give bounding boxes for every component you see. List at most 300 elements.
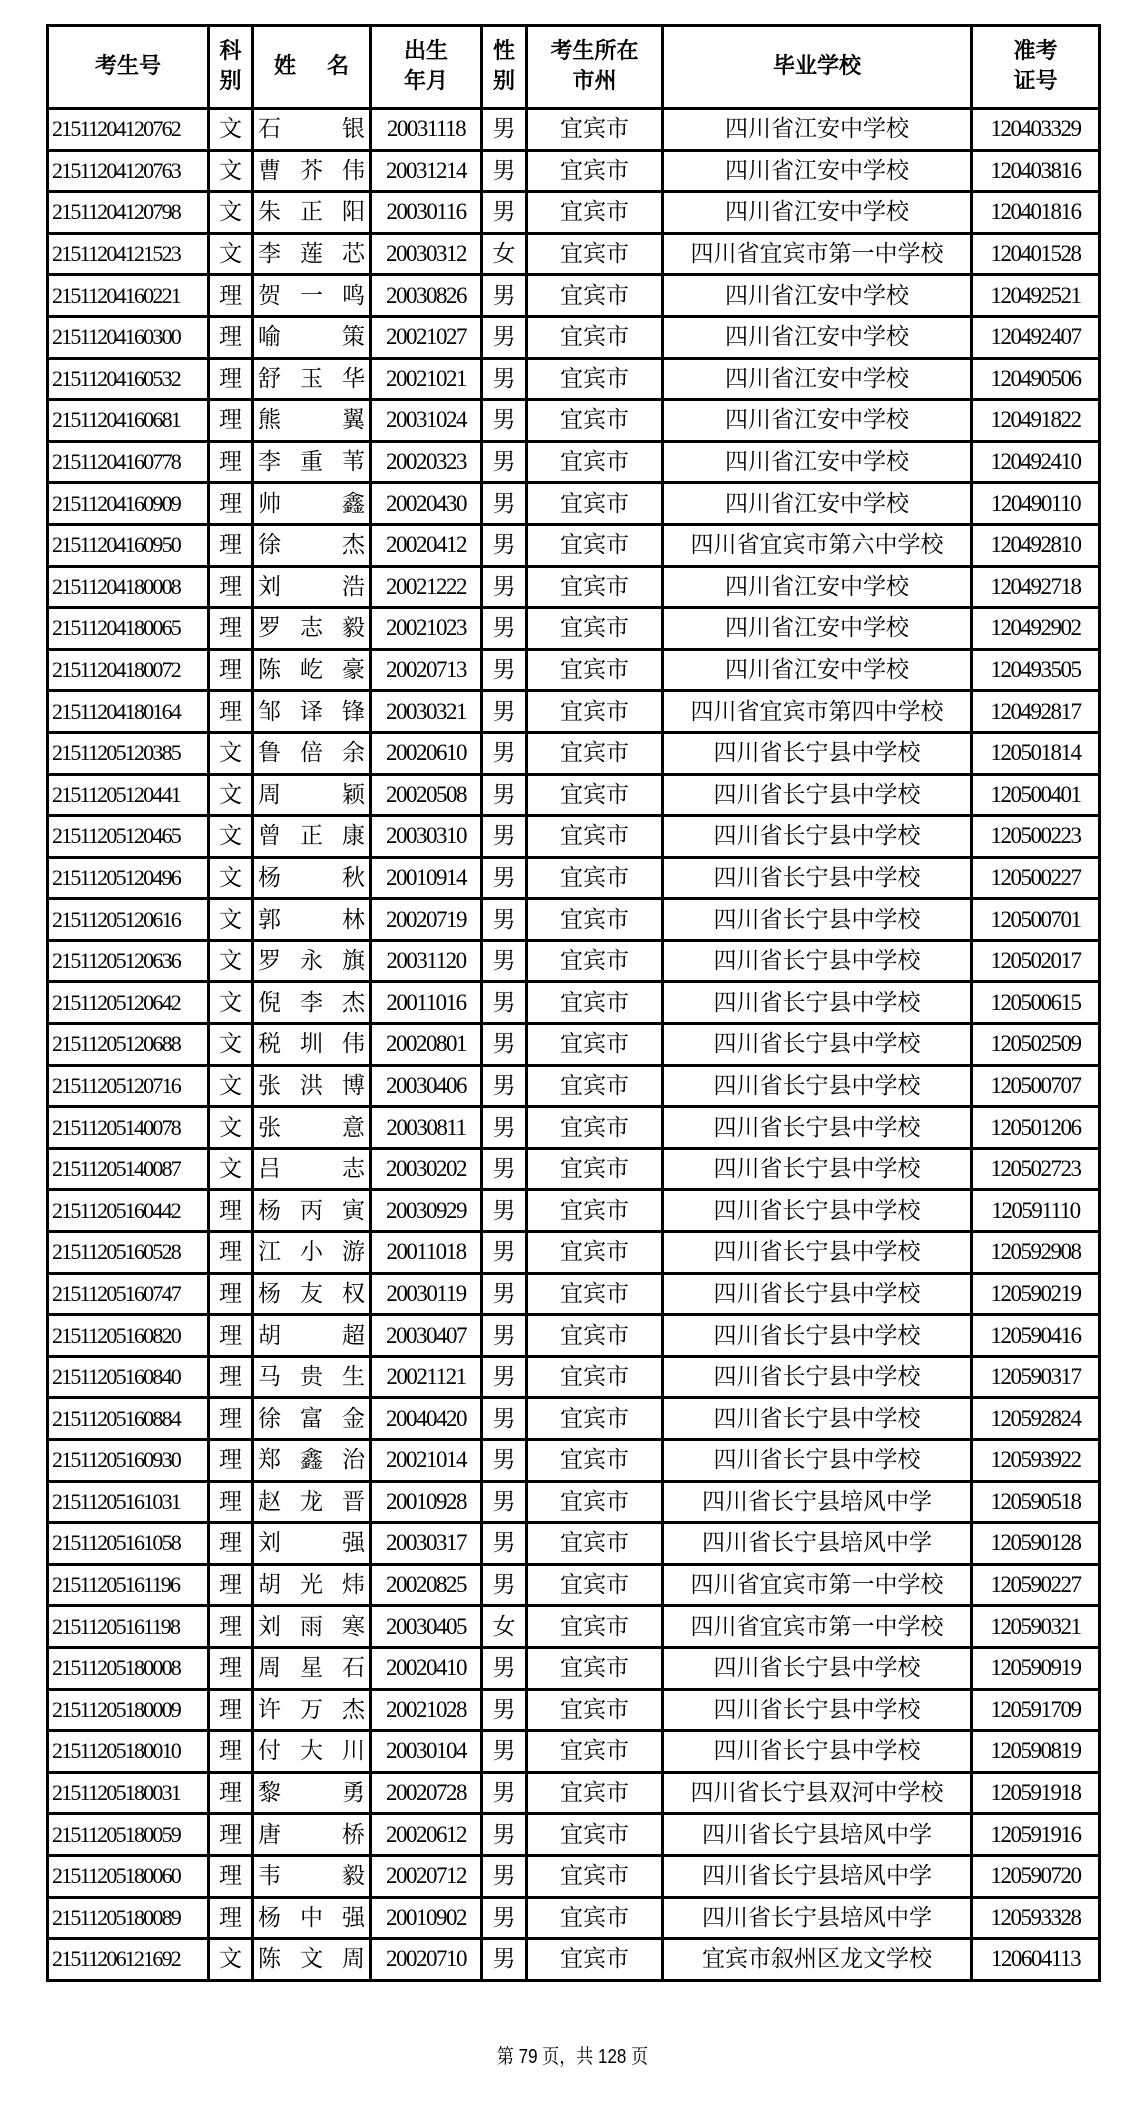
- subject-cell: 理: [209, 1564, 253, 1606]
- gender-cell: 男: [482, 1855, 527, 1897]
- subject-cell: 理: [209, 566, 253, 608]
- subject-cell: 理: [209, 1398, 253, 1440]
- page-number: 第 79 页，共 128 页: [496, 2046, 649, 2068]
- ticket-cell: 120592824: [972, 1398, 1100, 1440]
- table-row: [48, 1273, 1100, 1315]
- birth-cell: 20021014: [371, 1440, 482, 1482]
- city-cell: 宜宾市: [527, 441, 663, 483]
- city-cell: 宜宾市: [527, 1065, 663, 1107]
- ticket-cell: 120401816: [972, 192, 1100, 234]
- city-cell: 宜宾市: [527, 732, 663, 774]
- subject-cell: 理: [209, 275, 253, 317]
- header-school: 毕业学校: [663, 26, 972, 109]
- name-cell: 喻策: [253, 316, 371, 358]
- city-cell: 宜宾市: [527, 358, 663, 400]
- gender-cell: 男: [482, 1647, 527, 1689]
- school-cell: 四川省江安中学校: [663, 192, 972, 234]
- table-row: [48, 1440, 1100, 1482]
- table-row: [48, 608, 1100, 650]
- table-row: [48, 1523, 1100, 1565]
- birth-cell: 20020412: [371, 524, 482, 566]
- exam-no-cell: 21511205120385: [48, 732, 209, 774]
- name-cell: 朱正阳: [253, 192, 371, 234]
- gender-cell: 男: [482, 109, 527, 151]
- birth-cell: 20011018: [371, 1232, 482, 1274]
- school-cell: 四川省长宁县培风中学: [663, 1897, 972, 1939]
- birth-cell: 20030405: [371, 1606, 482, 1648]
- gender-cell: 男: [482, 1024, 527, 1066]
- birth-cell: 20030321: [371, 691, 482, 733]
- exam-no-cell: 21511205160442: [48, 1190, 209, 1232]
- subject-cell: 理: [209, 1440, 253, 1482]
- birth-cell: 20020712: [371, 1855, 482, 1897]
- exam-no-cell: 21511205180060: [48, 1855, 209, 1897]
- exam-no-cell: 21511205160840: [48, 1356, 209, 1398]
- city-cell: 宜宾市: [527, 192, 663, 234]
- school-cell: 四川省江安中学校: [663, 483, 972, 525]
- table-row: [48, 1939, 1100, 1981]
- exam-no-cell: 21511204160950: [48, 524, 209, 566]
- ticket-cell: 120492817: [972, 691, 1100, 733]
- name-cell: 付大川: [253, 1731, 371, 1773]
- birth-cell: 20031214: [371, 150, 482, 192]
- school-cell: 四川省江安中学校: [663, 400, 972, 442]
- header-name: 姓 名: [253, 26, 371, 109]
- exam-no-cell: 21511204121523: [48, 233, 209, 275]
- ticket-cell: 120501814: [972, 732, 1100, 774]
- school-cell: 宜宾市叙州区龙文学校: [663, 1939, 972, 1981]
- exam-no-cell: 21511204160221: [48, 275, 209, 317]
- table-row: [48, 940, 1100, 982]
- subject-cell: 理: [209, 1689, 253, 1731]
- name-cell: 杨秋: [253, 857, 371, 899]
- school-cell: 四川省长宁县培风中学: [663, 1523, 972, 1565]
- table-row: [48, 1148, 1100, 1190]
- table-row: [48, 1024, 1100, 1066]
- city-cell: 宜宾市: [527, 483, 663, 525]
- gender-cell: 男: [482, 1232, 527, 1274]
- name-cell: 舒玉华: [253, 358, 371, 400]
- header-gender: 性别: [482, 26, 527, 109]
- table-row: [48, 774, 1100, 816]
- gender-cell: 男: [482, 899, 527, 941]
- city-cell: 宜宾市: [527, 1606, 663, 1648]
- gender-cell: 男: [482, 1481, 527, 1523]
- gender-cell: 男: [482, 1315, 527, 1357]
- gender-cell: 男: [482, 275, 527, 317]
- ticket-cell: 120500223: [972, 816, 1100, 858]
- ticket-cell: 120500615: [972, 982, 1100, 1024]
- city-cell: 宜宾市: [527, 1564, 663, 1606]
- school-cell: 四川省宜宾市第六中学校: [663, 524, 972, 566]
- birth-cell: 20031118: [371, 109, 482, 151]
- name-cell: 刘强: [253, 1523, 371, 1565]
- gender-cell: 男: [482, 691, 527, 733]
- subject-cell: 理: [209, 441, 253, 483]
- gender-cell: 男: [482, 1772, 527, 1814]
- subject-cell: 理: [209, 1897, 253, 1939]
- exam-no-cell: 21511205120636: [48, 940, 209, 982]
- exam-no-cell: 21511204160681: [48, 400, 209, 442]
- birth-cell: 20011016: [371, 982, 482, 1024]
- birth-cell: 20030407: [371, 1315, 482, 1357]
- birth-cell: 20020430: [371, 483, 482, 525]
- name-cell: 罗永旗: [253, 940, 371, 982]
- gender-cell: 男: [482, 1190, 527, 1232]
- birth-cell: 20020710: [371, 1939, 482, 1981]
- school-cell: 四川省长宁县中学校: [663, 1689, 972, 1731]
- school-cell: 四川省江安中学校: [663, 150, 972, 192]
- city-cell: 宜宾市: [527, 400, 663, 442]
- table-row: [48, 1647, 1100, 1689]
- table-row: [48, 732, 1100, 774]
- name-cell: 曹芥伟: [253, 150, 371, 192]
- subject-cell: 理: [209, 524, 253, 566]
- name-cell: 杨丙寅: [253, 1190, 371, 1232]
- exam-no-cell: 21511204160909: [48, 483, 209, 525]
- school-cell: 四川省长宁县中学校: [663, 1647, 972, 1689]
- name-cell: 曾正康: [253, 816, 371, 858]
- gender-cell: 男: [482, 1148, 527, 1190]
- exam-no-cell: 21511205120688: [48, 1024, 209, 1066]
- ticket-cell: 120590321: [972, 1606, 1100, 1648]
- school-cell: 四川省长宁县培风中学: [663, 1814, 972, 1856]
- exam-no-cell: 21511205120441: [48, 774, 209, 816]
- birth-cell: 20020508: [371, 774, 482, 816]
- exam-no-cell: 21511204160778: [48, 441, 209, 483]
- school-cell: 四川省江安中学校: [663, 441, 972, 483]
- birth-cell: 20020801: [371, 1024, 482, 1066]
- birth-cell: 20030116: [371, 192, 482, 234]
- birth-cell: 20021222: [371, 566, 482, 608]
- exam-no-cell: 21511205160747: [48, 1273, 209, 1315]
- table-row: [48, 1315, 1100, 1357]
- gender-cell: 男: [482, 1356, 527, 1398]
- table-row: [48, 233, 1100, 275]
- subject-cell: 理: [209, 400, 253, 442]
- school-cell: 四川省长宁县中学校: [663, 1273, 972, 1315]
- subject-cell: 理: [209, 1855, 253, 1897]
- birth-cell: 20030202: [371, 1148, 482, 1190]
- exam-no-cell: 21511205180010: [48, 1731, 209, 1773]
- exam-no-cell: 21511204120763: [48, 150, 209, 192]
- table-row: [48, 899, 1100, 941]
- name-cell: 韦毅: [253, 1855, 371, 1897]
- name-cell: 赵龙晋: [253, 1481, 371, 1523]
- exam-no-cell: 21511205160884: [48, 1398, 209, 1440]
- subject-cell: 理: [209, 1647, 253, 1689]
- ticket-cell: 120604113: [972, 1939, 1100, 1981]
- exam-no-cell: 21511205180009: [48, 1689, 209, 1731]
- birth-cell: 20020719: [371, 899, 482, 941]
- birth-cell: 20030104: [371, 1731, 482, 1773]
- name-cell: 陈文周: [253, 1939, 371, 1981]
- header-city: 考生所在市州: [527, 26, 663, 109]
- school-cell: 四川省长宁县双河中学校: [663, 1772, 972, 1814]
- table-row: [48, 1606, 1100, 1648]
- name-cell: 胡光炜: [253, 1564, 371, 1606]
- name-cell: 帅鑫: [253, 483, 371, 525]
- exam-no-cell: 21511205160528: [48, 1232, 209, 1274]
- birth-cell: 20030406: [371, 1065, 482, 1107]
- city-cell: 宜宾市: [527, 816, 663, 858]
- city-cell: 宜宾市: [527, 899, 663, 941]
- name-cell: 周颖: [253, 774, 371, 816]
- birth-cell: 20010902: [371, 1897, 482, 1939]
- gender-cell: 男: [482, 1689, 527, 1731]
- ticket-cell: 120490506: [972, 358, 1100, 400]
- school-cell: 四川省江安中学校: [663, 566, 972, 608]
- city-cell: 宜宾市: [527, 150, 663, 192]
- city-cell: 宜宾市: [527, 316, 663, 358]
- name-cell: 鲁倍余: [253, 732, 371, 774]
- ticket-cell: 120592908: [972, 1232, 1100, 1274]
- city-cell: 宜宾市: [527, 1273, 663, 1315]
- ticket-cell: 120590219: [972, 1273, 1100, 1315]
- subject-cell: 文: [209, 816, 253, 858]
- ticket-cell: 120401528: [972, 233, 1100, 275]
- name-cell: 徐富金: [253, 1398, 371, 1440]
- ticket-cell: 120502723: [972, 1148, 1100, 1190]
- exam-no-cell: 21511205140087: [48, 1148, 209, 1190]
- subject-cell: 理: [209, 649, 253, 691]
- school-cell: 四川省江安中学校: [663, 109, 972, 151]
- gender-cell: 男: [482, 1440, 527, 1482]
- table-row: [48, 982, 1100, 1024]
- name-cell: 刘浩: [253, 566, 371, 608]
- gender-cell: 男: [482, 1065, 527, 1107]
- table-row: [48, 524, 1100, 566]
- gender-cell: 男: [482, 857, 527, 899]
- school-cell: 四川省长宁县中学校: [663, 1440, 972, 1482]
- ticket-cell: 120591709: [972, 1689, 1100, 1731]
- city-cell: 宜宾市: [527, 275, 663, 317]
- table-row: [48, 150, 1100, 192]
- subject-cell: 文: [209, 899, 253, 941]
- ticket-cell: 120590819: [972, 1731, 1100, 1773]
- gender-cell: 男: [482, 774, 527, 816]
- school-cell: 四川省长宁县中学校: [663, 774, 972, 816]
- table-row: [48, 483, 1100, 525]
- birth-cell: 20040420: [371, 1398, 482, 1440]
- birth-cell: 20031120: [371, 940, 482, 982]
- table-row: [48, 400, 1100, 442]
- city-cell: 宜宾市: [527, 982, 663, 1024]
- subject-cell: 理: [209, 1315, 253, 1357]
- ticket-cell: 120501206: [972, 1107, 1100, 1149]
- gender-cell: 男: [482, 192, 527, 234]
- school-cell: 四川省长宁县中学校: [663, 1356, 972, 1398]
- birth-cell: 20010928: [371, 1481, 482, 1523]
- name-cell: 刘雨寒: [253, 1606, 371, 1648]
- gender-cell: 男: [482, 1273, 527, 1315]
- name-cell: 倪李杰: [253, 982, 371, 1024]
- gender-cell: 男: [482, 1398, 527, 1440]
- ticket-cell: 120500701: [972, 899, 1100, 941]
- city-cell: 宜宾市: [527, 1398, 663, 1440]
- subject-cell: 文: [209, 940, 253, 982]
- name-cell: 张洪博: [253, 1065, 371, 1107]
- exam-no-cell: 21511205180008: [48, 1647, 209, 1689]
- subject-cell: 理: [209, 316, 253, 358]
- table-row: [48, 649, 1100, 691]
- name-cell: 石银: [253, 109, 371, 151]
- subject-cell: 文: [209, 732, 253, 774]
- table-header-row: [48, 26, 1100, 109]
- school-cell: 四川省长宁县中学校: [663, 1065, 972, 1107]
- table-row: [48, 192, 1100, 234]
- gender-cell: 男: [482, 816, 527, 858]
- name-cell: 熊翼: [253, 400, 371, 442]
- ticket-cell: 120500227: [972, 857, 1100, 899]
- ticket-cell: 120502509: [972, 1024, 1100, 1066]
- birth-cell: 20021028: [371, 1689, 482, 1731]
- gender-cell: 男: [482, 732, 527, 774]
- ticket-cell: 120590919: [972, 1647, 1100, 1689]
- gender-cell: 女: [482, 233, 527, 275]
- city-cell: 宜宾市: [527, 1855, 663, 1897]
- school-cell: 四川省长宁县中学校: [663, 1398, 972, 1440]
- table-body: [48, 109, 1100, 1981]
- birth-cell: 20030310: [371, 816, 482, 858]
- subject-cell: 理: [209, 1481, 253, 1523]
- ticket-cell: 120492902: [972, 608, 1100, 650]
- school-cell: 四川省宜宾市第一中学校: [663, 233, 972, 275]
- ticket-cell: 120500707: [972, 1065, 1100, 1107]
- name-cell: 郑鑫治: [253, 1440, 371, 1482]
- ticket-cell: 120591110: [972, 1190, 1100, 1232]
- city-cell: 宜宾市: [527, 1772, 663, 1814]
- school-cell: 四川省长宁县中学校: [663, 899, 972, 941]
- city-cell: 宜宾市: [527, 1024, 663, 1066]
- gender-cell: 男: [482, 441, 527, 483]
- city-cell: 宜宾市: [527, 1232, 663, 1274]
- gender-cell: 男: [482, 1814, 527, 1856]
- subject-cell: 理: [209, 1273, 253, 1315]
- city-cell: 宜宾市: [527, 1689, 663, 1731]
- gender-cell: 男: [482, 1107, 527, 1149]
- exam-no-cell: 21511204180008: [48, 566, 209, 608]
- exam-no-cell: 21511204180065: [48, 608, 209, 650]
- subject-cell: 理: [209, 1606, 253, 1648]
- gender-cell: 男: [482, 358, 527, 400]
- table-row: [48, 857, 1100, 899]
- ticket-cell: 120591916: [972, 1814, 1100, 1856]
- name-cell: 胡超: [253, 1315, 371, 1357]
- ticket-cell: 120403816: [972, 150, 1100, 192]
- subject-cell: 理: [209, 1190, 253, 1232]
- subject-cell: 文: [209, 857, 253, 899]
- gender-cell: 男: [482, 483, 527, 525]
- city-cell: 宜宾市: [527, 1481, 663, 1523]
- city-cell: 宜宾市: [527, 1897, 663, 1939]
- subject-cell: 理: [209, 1232, 253, 1274]
- exam-no-cell: 21511205161196: [48, 1564, 209, 1606]
- ticket-cell: 120492410: [972, 441, 1100, 483]
- subject-cell: 理: [209, 1731, 253, 1773]
- subject-cell: 文: [209, 982, 253, 1024]
- city-cell: 宜宾市: [527, 1190, 663, 1232]
- exam-no-cell: 21511205160930: [48, 1440, 209, 1482]
- ticket-cell: 120590128: [972, 1523, 1100, 1565]
- subject-cell: 文: [209, 1107, 253, 1149]
- name-cell: 马贵生: [253, 1356, 371, 1398]
- name-cell: 徐杰: [253, 524, 371, 566]
- city-cell: 宜宾市: [527, 857, 663, 899]
- exam-no-cell: 21511205161058: [48, 1523, 209, 1565]
- birth-cell: 20021021: [371, 358, 482, 400]
- city-cell: 宜宾市: [527, 608, 663, 650]
- city-cell: 宜宾市: [527, 1107, 663, 1149]
- city-cell: 宜宾市: [527, 233, 663, 275]
- school-cell: 四川省长宁县培风中学: [663, 1855, 972, 1897]
- table-row: [48, 441, 1100, 483]
- gender-cell: 男: [482, 150, 527, 192]
- table-row: [48, 1855, 1100, 1897]
- city-cell: 宜宾市: [527, 1148, 663, 1190]
- table-row: [48, 566, 1100, 608]
- exam-no-cell: 21511205120465: [48, 816, 209, 858]
- exam-no-cell: 21511204160532: [48, 358, 209, 400]
- name-cell: 邹译锋: [253, 691, 371, 733]
- gender-cell: 男: [482, 400, 527, 442]
- city-cell: 宜宾市: [527, 109, 663, 151]
- table-row: [48, 1065, 1100, 1107]
- subject-cell: 文: [209, 1148, 253, 1190]
- birth-cell: 20020713: [371, 649, 482, 691]
- name-cell: 郭林: [253, 899, 371, 941]
- gender-cell: 男: [482, 1939, 527, 1981]
- gender-cell: 男: [482, 1523, 527, 1565]
- subject-cell: 文: [209, 1065, 253, 1107]
- table-row: [48, 316, 1100, 358]
- birth-cell: 20021121: [371, 1356, 482, 1398]
- school-cell: 四川省长宁县中学校: [663, 857, 972, 899]
- ticket-cell: 120492407: [972, 316, 1100, 358]
- exam-no-cell: 21511206121692: [48, 1939, 209, 1981]
- exam-no-cell: 21511205160820: [48, 1315, 209, 1357]
- exam-no-cell: 21511205120496: [48, 857, 209, 899]
- exam-no-cell: 21511205180089: [48, 1897, 209, 1939]
- birth-cell: 20020323: [371, 441, 482, 483]
- header-ticket: 准考证号: [972, 26, 1100, 109]
- birth-cell: 20020612: [371, 1814, 482, 1856]
- city-cell: 宜宾市: [527, 1356, 663, 1398]
- subject-cell: 文: [209, 109, 253, 151]
- name-cell: 李莲芯: [253, 233, 371, 275]
- header-subject: 科别: [209, 26, 253, 109]
- birth-cell: 20030929: [371, 1190, 482, 1232]
- gender-cell: 男: [482, 982, 527, 1024]
- name-cell: 李重苇: [253, 441, 371, 483]
- name-cell: 贺一鸣: [253, 275, 371, 317]
- table-row: [48, 275, 1100, 317]
- table-row: [48, 1689, 1100, 1731]
- subject-cell: 理: [209, 1523, 253, 1565]
- birth-cell: 20020825: [371, 1564, 482, 1606]
- city-cell: 宜宾市: [527, 1315, 663, 1357]
- exam-no-cell: 21511204180164: [48, 691, 209, 733]
- name-cell: 黎勇: [253, 1772, 371, 1814]
- subject-cell: 文: [209, 192, 253, 234]
- name-cell: 吕志: [253, 1148, 371, 1190]
- school-cell: 四川省江安中学校: [663, 358, 972, 400]
- birth-cell: 20030317: [371, 1523, 482, 1565]
- subject-cell: 文: [209, 150, 253, 192]
- table-row: [48, 1481, 1100, 1523]
- ticket-cell: 120593922: [972, 1440, 1100, 1482]
- ticket-cell: 120492718: [972, 566, 1100, 608]
